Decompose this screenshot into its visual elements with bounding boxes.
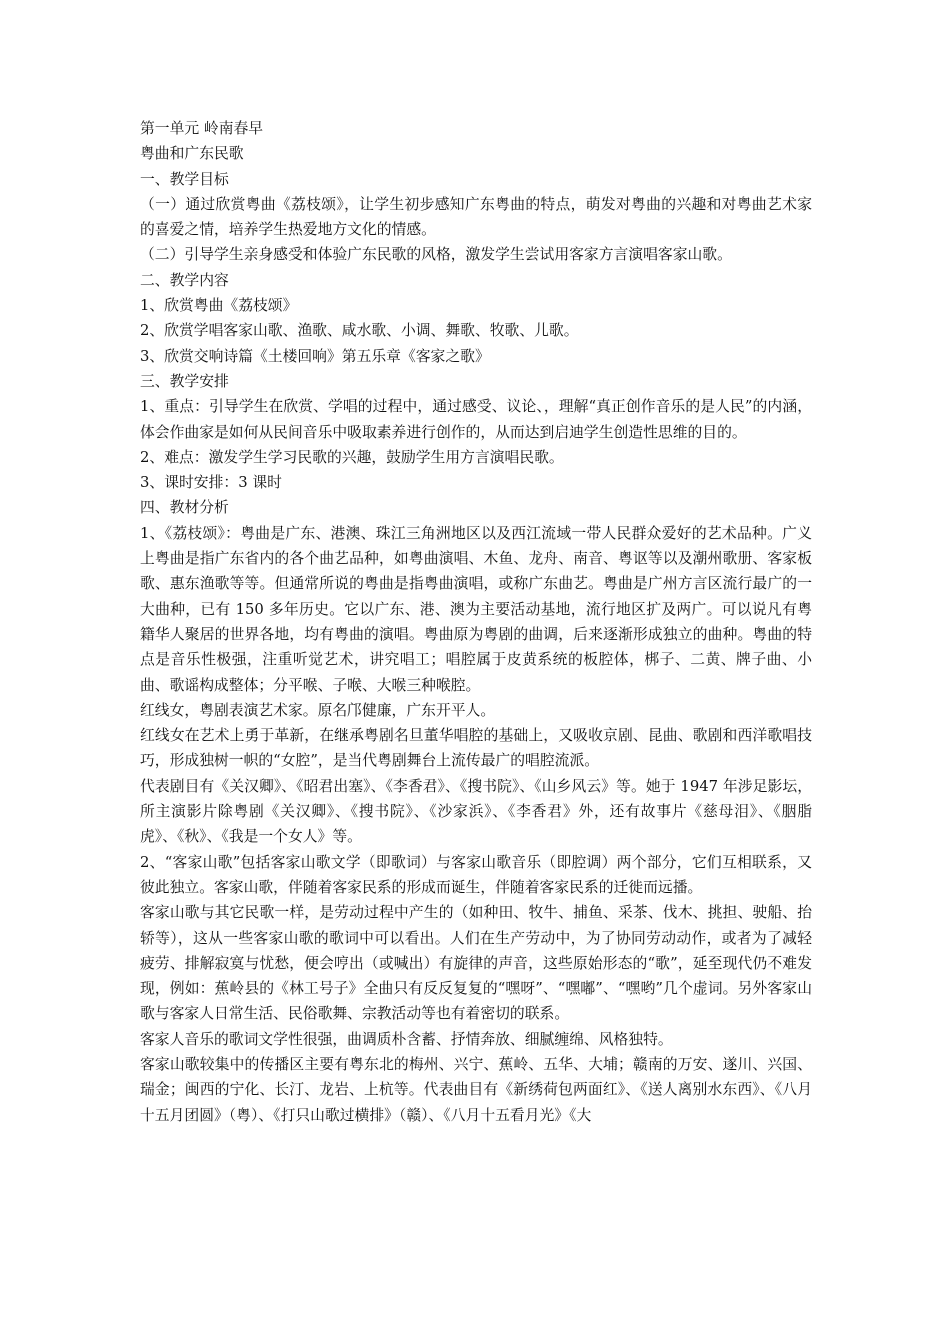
analysis-hakka-regions: 客家山歌较集中的传播区主要有粤东北的梅州、兴宁、蕉岭、五华、大埔；赣南的万安、遂川、兴国、瑞金；闽西的宁化、长汀、龙岩、上杭等。代表曲目有《新绣荷包两面红》、《送人离别水东西》、《八月十五月团圆》（粤）、《打只山歌过横排》（赣）、《八月十五看月光》《大 xyxy=(140,1055,812,1124)
section-heading-content: 二、教学内容 xyxy=(140,271,229,289)
analysis-hongxiannv-style: 红线女在艺术上勇于革新，在继承粤剧名旦董华唱腔的基础上，又吸收京剧、昆曲、歌剧和西洋歌唱技巧，形成独树一帜的“女腔”，是当代粤剧舞台上流传最广的唱腔流派。 xyxy=(140,727,812,770)
analysis-hongxiannv-works: 代表剧目有《关汉卿》、《昭君出塞》、《李香君》、《搜书院》、《山乡风云》等。她于 1947 年涉足影坛，所主演影片除粤剧《关汉卿》、《搜书院》、《沙家浜》、《李香君》外，还有故事片《慈母泪》、《胭脂虎》、《秋》、《我是一个女人》等。 xyxy=(140,777,812,846)
goal-paragraph-1: （一）通过欣赏粤曲《荔枝颂》，让学生初步感知广东粤曲的特点，萌发对粤曲的兴趣和对粤曲艺术家的喜爱之情，培养学生热爱地方文化的情感。 xyxy=(140,195,812,239)
analysis-hakka-origin: 客家山歌与其它民歌一样，是劳动过程中产生的（如种田、牧牛、捕鱼、采茶、伐木、挑担、驶船、抬轿等），这从一些客家山歌的歌词中可以看出。人们在生产劳动中，为了协同劳动动作，或者为了减轻疲劳、排解寂寞与忧愁，便会哼出（或喊出）有旋律的声音，这些原始形态的“歌”，延至现代仍不难发现，例如：蕉岭县的《林工号子》全曲只有反反复复的“嘿呀”、“嘿嘟”、“嘿哟”几个虚词。另外客家山歌与客家人日常生活、民俗歌舞、宗教活动等也有着密切的联系。 xyxy=(140,904,812,1023)
arrangement-hours: 3、课时安排：3 课时 xyxy=(140,474,282,492)
analysis-hakka-lyrics: 客家人音乐的歌词文学性很强，曲调质朴含蓄、抒情奔放、细腻缠绵、风格独特。 xyxy=(140,1030,673,1048)
section-heading-analysis: 四、教材分析 xyxy=(140,499,229,517)
content-item-3: 3、欣赏交响诗篇《土楼回响》第五乐章《客家之歌》 xyxy=(140,347,490,365)
analysis-hongxiannv-intro: 红线女，粤剧表演艺术家。原名邝健廉，广东开平人。 xyxy=(140,701,496,719)
arrangement-key-point: 1、重点：引导学生在欣赏、学唱的过程中，通过感受、议论、，理解“真正创作音乐的是人民”的内涵，体会作曲家是如何从民间音乐中吸取素养进行创作的，从而达到启迪学生创造性思维的目的。 xyxy=(140,398,812,441)
content-item-1: 1、欣赏粤曲《荔枝颂》 xyxy=(140,297,298,315)
content-item-2: 2、欣赏学唱客家山歌、渔歌、咸水歌、小调、舞歌、牧歌、儿歌。 xyxy=(140,322,579,340)
analysis-hakka-intro: 2、“客家山歌”包括客家山歌文学（即歌词）与客家山歌音乐（即腔调）两个部分，它们互相联系，又彼此独立。客家山歌，伴随着客家民系的形成而诞生，伴随着客家民系的迁徙而远播。 xyxy=(140,853,812,896)
arrangement-difficulty: 2、难点：激发学生学习民歌的兴趣，鼓励学生用方言演唱民歌。 xyxy=(140,448,564,466)
section-heading-goals: 一、教学目标 xyxy=(140,170,229,188)
lesson-title: 粤曲和广东民歌 xyxy=(140,145,244,163)
unit-title: 第一单元 岭南春早 xyxy=(140,120,264,137)
analysis-lizhisong: 1、《荔枝颂》：粤曲是广东、港澳、珠江三角洲地区以及西江流域一带人民群众爱好的艺术品种。广义上粤曲是指广东省内的各个曲艺品种，如粤曲演唱、木鱼、龙舟、南音、粤讴等以及潮州歌册、客家板歌、惠东渔歌等等。但通常所说的粤曲是指粤曲演唱，或称广东曲艺。粤曲是广州方言区流行最广的一大曲种，已有 150 多年历史。它以广东、港、澳为主要活动基地，流行地区扩及两广。可以说凡有粤籍华人聚居的世界各地，均有粤曲的演唱。粤曲原为粤剧的曲调，后来逐渐形成独立的曲种。粤曲的特点是音乐性极强，注重听觉艺术，讲究唱工；唱腔属于皮黄系统的板腔体，梆子、二黄、牌子曲、小曲、歌谣构成整体；分平喉、子喉、大喉三种喉腔。 xyxy=(140,524,812,694)
document-page xyxy=(140,116,812,1128)
goal-paragraph-2: （二）引导学生亲身感受和体验广东民歌的风格，激发学生尝试用客家方言演唱客家山歌。 xyxy=(140,246,732,264)
section-heading-arrangement: 三、教学安排 xyxy=(140,372,229,390)
